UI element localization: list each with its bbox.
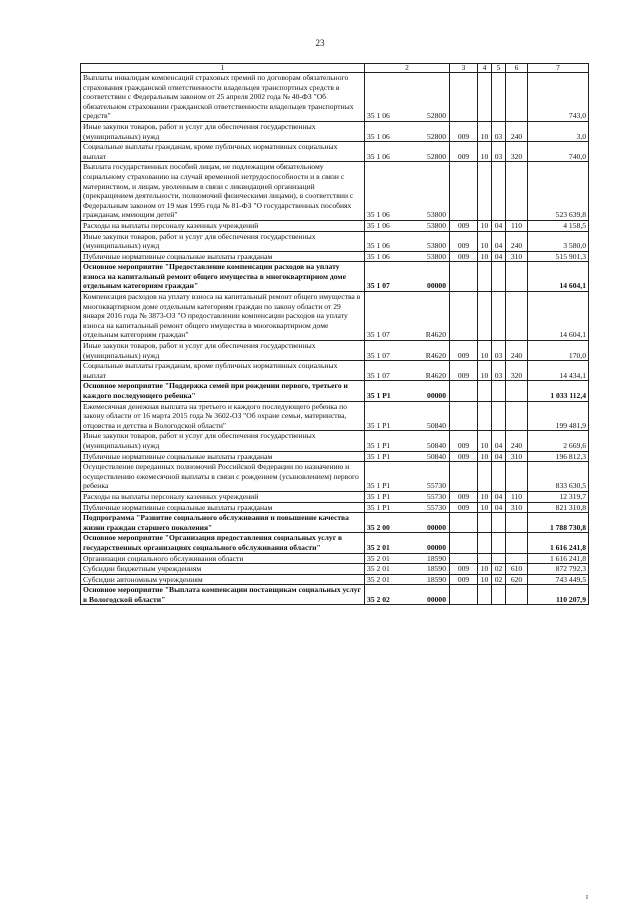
row-name: Публичные нормативные социальные выплаты гражданам bbox=[81, 502, 365, 513]
row-rz bbox=[478, 553, 492, 564]
row-amount: 740,0 bbox=[528, 142, 589, 162]
row-grbs bbox=[450, 462, 478, 492]
row-direction: 52800 bbox=[412, 121, 450, 141]
header-col-6: 6 bbox=[506, 64, 528, 73]
row-direction: 53800 bbox=[412, 220, 450, 231]
header-col-1: 1 bbox=[81, 64, 365, 73]
row-pr: 04 bbox=[492, 451, 506, 462]
row-code: 35 1 P1 bbox=[365, 491, 412, 502]
row-amount: 12 319,7 bbox=[528, 491, 589, 502]
row-amount: 1 788 730,8 bbox=[528, 513, 589, 533]
row-grbs: 009 bbox=[450, 231, 478, 251]
row-direction: 50840 bbox=[412, 401, 450, 431]
row-vr: 240 bbox=[506, 431, 528, 451]
row-pr: 04 bbox=[492, 231, 506, 251]
row-rz: 10 bbox=[478, 251, 492, 262]
row-name: Иные закупки товаров, работ и услуг для обеспечения государственных (муниципальных) нужд bbox=[81, 431, 365, 451]
row-vr bbox=[506, 292, 528, 341]
row-grbs: 009 bbox=[450, 574, 478, 585]
row-vr bbox=[506, 401, 528, 431]
row-grbs bbox=[450, 401, 478, 431]
row-pr bbox=[492, 292, 506, 341]
row-vr: 320 bbox=[506, 142, 528, 162]
row-vr: 310 bbox=[506, 451, 528, 462]
header-col-2: 2 bbox=[365, 64, 450, 73]
header-col-3: 3 bbox=[450, 64, 478, 73]
row-amount: 1 033 112,4 bbox=[528, 381, 589, 401]
table-row bbox=[81, 451, 589, 462]
row-rz: 10 bbox=[478, 491, 492, 502]
row-pr bbox=[492, 73, 506, 122]
row-vr bbox=[506, 262, 528, 292]
row-pr: 02 bbox=[492, 564, 506, 575]
row-amount: 170,0 bbox=[528, 341, 589, 361]
row-amount: 14 604,1 bbox=[528, 292, 589, 341]
row-rz: 10 bbox=[478, 361, 492, 381]
row-name: Расходы на выплаты персоналу казенных учреждений bbox=[81, 220, 365, 231]
row-rz bbox=[478, 292, 492, 341]
row-vr bbox=[506, 585, 528, 605]
row-vr: 110 bbox=[506, 220, 528, 231]
row-name: Подпрограмма "Развитие социального обслуживания и повышение качества жизни граждан старшего поколения" bbox=[81, 513, 365, 533]
row-amount: 3 580,0 bbox=[528, 231, 589, 251]
row-code: 35 1 07 bbox=[365, 292, 412, 341]
row-code: 35 1 P1 bbox=[365, 381, 412, 401]
row-grbs bbox=[450, 292, 478, 341]
row-amount: 2 669,6 bbox=[528, 431, 589, 451]
row-pr: 03 bbox=[492, 341, 506, 361]
row-vr: 240 bbox=[506, 121, 528, 141]
table-row bbox=[81, 341, 589, 361]
row-direction: 00000 bbox=[412, 262, 450, 292]
table-row bbox=[81, 491, 589, 502]
row-code: 35 1 07 bbox=[365, 341, 412, 361]
row-vr bbox=[506, 462, 528, 492]
row-vr: 310 bbox=[506, 251, 528, 262]
row-name: Иные закупки товаров, работ и услуг для обеспечения государственных (муниципальных) нужд bbox=[81, 231, 365, 251]
row-pr: 03 bbox=[492, 121, 506, 141]
row-amount: 3,0 bbox=[528, 121, 589, 141]
row-grbs: 009 bbox=[450, 502, 478, 513]
row-name: Выплата государственных пособий лицам, не подлежащим обязательному социальному страхованию на случай временной нетрудоспособности и в связи с материнством, и лицам, уволенным в связи с ликвидацией организаций (прекращением деятельности, полномочий физическими лицами), в соответствии с Федеральным законом от 19 мая 1995 года № 81-ФЗ "О государственных пособиях гражданам, имеющим детей" bbox=[81, 162, 365, 221]
row-code: 35 1 06 bbox=[365, 121, 412, 141]
row-code: 35 1 06 bbox=[365, 162, 412, 221]
row-name: Основное мероприятие "Организация предоставления социальных услуг в государственных организациях социального обслуживания области" bbox=[81, 533, 365, 553]
row-amount: 523 639,8 bbox=[528, 162, 589, 221]
row-rz bbox=[478, 513, 492, 533]
row-direction: 00000 bbox=[412, 381, 450, 401]
table-row bbox=[81, 121, 589, 141]
row-rz bbox=[478, 462, 492, 492]
table-row bbox=[81, 564, 589, 575]
row-vr: 620 bbox=[506, 574, 528, 585]
row-pr: 04 bbox=[492, 491, 506, 502]
row-direction: 18590 bbox=[412, 553, 450, 564]
row-grbs bbox=[450, 162, 478, 221]
row-name: Субсидии автономным учреждениям bbox=[81, 574, 365, 585]
row-rz: 10 bbox=[478, 502, 492, 513]
row-pr bbox=[492, 462, 506, 492]
row-code: 35 1 P1 bbox=[365, 451, 412, 462]
table-row bbox=[81, 462, 589, 492]
row-code: 35 1 P1 bbox=[365, 462, 412, 492]
row-direction: 50840 bbox=[412, 431, 450, 451]
row-direction: 18590 bbox=[412, 564, 450, 575]
row-rz bbox=[478, 533, 492, 553]
row-grbs: 009 bbox=[450, 451, 478, 462]
row-grbs: 009 bbox=[450, 251, 478, 262]
row-code: 35 1 06 bbox=[365, 73, 412, 122]
row-direction: 50840 bbox=[412, 451, 450, 462]
row-amount: 1 616 241,8 bbox=[528, 553, 589, 564]
row-pr: 03 bbox=[492, 361, 506, 381]
row-grbs: 009 bbox=[450, 361, 478, 381]
row-code: 35 2 01 bbox=[365, 574, 412, 585]
row-pr bbox=[492, 381, 506, 401]
row-rz: 10 bbox=[478, 564, 492, 575]
row-amount: 110 207,9 bbox=[528, 585, 589, 605]
row-name: Расходы на выплаты персоналу казенных учреждений bbox=[81, 491, 365, 502]
row-pr: 04 bbox=[492, 220, 506, 231]
header-row bbox=[81, 64, 589, 73]
row-rz: 10 bbox=[478, 220, 492, 231]
table-row bbox=[81, 401, 589, 431]
row-code: 35 2 02 bbox=[365, 585, 412, 605]
row-rz: 10 bbox=[478, 574, 492, 585]
row-direction: 00000 bbox=[412, 585, 450, 605]
row-amount: 743 449,5 bbox=[528, 574, 589, 585]
row-rz: 10 bbox=[478, 121, 492, 141]
row-code: 35 2 01 bbox=[365, 564, 412, 575]
row-amount: 1 616 241,8 bbox=[528, 533, 589, 553]
table-row bbox=[81, 262, 589, 292]
row-grbs: 009 bbox=[450, 431, 478, 451]
row-vr: 320 bbox=[506, 361, 528, 381]
row-pr: 04 bbox=[492, 431, 506, 451]
table-row bbox=[81, 162, 589, 221]
row-name: Осуществление переданных полномочий Российской Федерации по назначению и осуществлению ежемесячной выплаты в связи с рождением (усыновлением) первого ребенка bbox=[81, 462, 365, 492]
row-amount: 821 310,8 bbox=[528, 502, 589, 513]
row-name: Выплаты инвалидам компенсаций страховых премий по договорам обязательного страхования гражданской ответственности владельцев транспортных средств в соответствии с Федеральным законом от 25 апреля 2002 года № 40-ФЗ "Об обязательном страховании гражданской ответственности владельцев транспортных средств" bbox=[81, 73, 365, 122]
row-pr bbox=[492, 585, 506, 605]
row-amount: 4 158,5 bbox=[528, 220, 589, 231]
row-name: Публичные нормативные социальные выплаты гражданам bbox=[81, 251, 365, 262]
row-rz: 10 bbox=[478, 231, 492, 251]
row-direction: 53800 bbox=[412, 162, 450, 221]
row-code: 35 2 01 bbox=[365, 553, 412, 564]
row-grbs bbox=[450, 513, 478, 533]
row-rz bbox=[478, 381, 492, 401]
row-rz: 10 bbox=[478, 341, 492, 361]
table-row bbox=[81, 220, 589, 231]
row-code: 35 2 00 bbox=[365, 513, 412, 533]
row-name: Социальные выплаты гражданам, кроме публичных нормативных социальных выплат bbox=[81, 361, 365, 381]
row-pr bbox=[492, 262, 506, 292]
page-number: 23 bbox=[315, 38, 325, 48]
table-row bbox=[81, 513, 589, 533]
table-row bbox=[81, 381, 589, 401]
row-grbs bbox=[450, 533, 478, 553]
row-code: 35 1 06 bbox=[365, 251, 412, 262]
row-name: Ежемесячная денежная выплата на третьего и каждого последующего ребенка по закону области от 16 марта 2015 года № 3602-ОЗ "Об охране семьи, материнства, отцовства и детства в Вологодской области" bbox=[81, 401, 365, 431]
row-pr: 04 bbox=[492, 251, 506, 262]
row-amount: 14 434,1 bbox=[528, 361, 589, 381]
row-pr: 02 bbox=[492, 574, 506, 585]
row-name: Основное мероприятие "Поддержка семей при рождении первого, третьего и каждого последующего ребенка" bbox=[81, 381, 365, 401]
row-name: Социальные выплаты гражданам, кроме публичных нормативных социальных выплат bbox=[81, 142, 365, 162]
row-grbs bbox=[450, 262, 478, 292]
row-vr bbox=[506, 381, 528, 401]
row-grbs: 009 bbox=[450, 220, 478, 231]
row-pr: 03 bbox=[492, 142, 506, 162]
row-code: 35 1 06 bbox=[365, 220, 412, 231]
row-direction: 52800 bbox=[412, 73, 450, 122]
row-name: Организации социального обслуживания области bbox=[81, 553, 365, 564]
row-code: 35 1 P1 bbox=[365, 502, 412, 513]
row-code: 35 1 P1 bbox=[365, 401, 412, 431]
row-vr bbox=[506, 73, 528, 122]
row-vr bbox=[506, 533, 528, 553]
row-code: 35 1 P1 bbox=[365, 431, 412, 451]
row-amount: 515 901,3 bbox=[528, 251, 589, 262]
row-pr bbox=[492, 162, 506, 221]
row-direction: 55730 bbox=[412, 502, 450, 513]
row-pr bbox=[492, 513, 506, 533]
row-grbs: 009 bbox=[450, 491, 478, 502]
row-amount: 872 792,3 bbox=[528, 564, 589, 575]
row-rz bbox=[478, 585, 492, 605]
row-direction: 18590 bbox=[412, 574, 450, 585]
row-direction: 53800 bbox=[412, 231, 450, 251]
row-code: 35 1 07 bbox=[365, 361, 412, 381]
row-direction: 55730 bbox=[412, 491, 450, 502]
row-name: Субсидии бюджетным учреждениям bbox=[81, 564, 365, 575]
row-amount: 14 604,1 bbox=[528, 262, 589, 292]
table-row bbox=[81, 431, 589, 451]
row-name: Основное мероприятие "Предоставление компенсации расходов на уплату взноса на капитальный ремонт общего имущества в многоквартирном доме отдельным категориям граждан" bbox=[81, 262, 365, 292]
row-grbs: 009 bbox=[450, 142, 478, 162]
row-rz: 10 bbox=[478, 142, 492, 162]
table-row bbox=[81, 251, 589, 262]
row-direction: R4620 bbox=[412, 361, 450, 381]
table-row bbox=[81, 502, 589, 513]
budget-table bbox=[80, 63, 589, 605]
row-amount: 196 812,3 bbox=[528, 451, 589, 462]
row-rz bbox=[478, 73, 492, 122]
row-pr bbox=[492, 401, 506, 431]
row-rz bbox=[478, 262, 492, 292]
row-vr bbox=[506, 162, 528, 221]
row-amount: 743,0 bbox=[528, 73, 589, 122]
row-vr: 310 bbox=[506, 502, 528, 513]
table-row bbox=[81, 142, 589, 162]
row-pr bbox=[492, 533, 506, 553]
row-grbs: 009 bbox=[450, 564, 478, 575]
row-direction: R4620 bbox=[412, 292, 450, 341]
row-direction: 00000 bbox=[412, 513, 450, 533]
row-amount: 199 481,9 bbox=[528, 401, 589, 431]
row-rz: 10 bbox=[478, 431, 492, 451]
row-vr: 110 bbox=[506, 491, 528, 502]
row-amount: 833 630,5 bbox=[528, 462, 589, 492]
row-grbs: 009 bbox=[450, 341, 478, 361]
table-row bbox=[81, 73, 589, 122]
table-row bbox=[81, 292, 589, 341]
header-col-7: 7 bbox=[528, 64, 589, 73]
row-vr bbox=[506, 513, 528, 533]
row-code: 35 2 01 bbox=[365, 533, 412, 553]
row-direction: 55730 bbox=[412, 462, 450, 492]
row-code: 35 1 07 bbox=[365, 262, 412, 292]
row-rz: 10 bbox=[478, 451, 492, 462]
row-name: Компенсация расходов на уплату взноса на капитальный ремонт общего имущества в многоквартирном доме отдельным категориям граждан по закону области от 29 января 2016 года № 3873-ОЗ "О предоставлении компенсации расходов на уплату взноса на капитальный ремонт общего имущества в многоквартирном доме отдельным категориям граждан" bbox=[81, 292, 365, 341]
row-vr: 240 bbox=[506, 231, 528, 251]
table-row bbox=[81, 231, 589, 251]
row-grbs: 009 bbox=[450, 121, 478, 141]
row-grbs bbox=[450, 381, 478, 401]
corner-mark: I bbox=[586, 895, 588, 901]
row-name: Иные закупки товаров, работ и услуг для обеспечения государственных (муниципальных) нужд bbox=[81, 121, 365, 141]
row-name: Иные закупки товаров, работ и услуг для обеспечения государственных (муниципальных) нужд bbox=[81, 341, 365, 361]
row-direction: R4620 bbox=[412, 341, 450, 361]
row-pr: 04 bbox=[492, 502, 506, 513]
row-direction: 53800 bbox=[412, 251, 450, 262]
row-code: 35 1 06 bbox=[365, 231, 412, 251]
header-col-4: 4 bbox=[478, 64, 492, 73]
row-rz bbox=[478, 401, 492, 431]
row-name: Публичные нормативные социальные выплаты гражданам bbox=[81, 451, 365, 462]
row-direction: 52800 bbox=[412, 142, 450, 162]
header-col-5: 5 bbox=[492, 64, 506, 73]
row-rz bbox=[478, 162, 492, 221]
row-vr: 610 bbox=[506, 564, 528, 575]
table-row bbox=[81, 574, 589, 585]
table-row bbox=[81, 533, 589, 553]
table-row bbox=[81, 361, 589, 381]
row-grbs bbox=[450, 585, 478, 605]
row-vr bbox=[506, 553, 528, 564]
row-code: 35 1 06 bbox=[365, 142, 412, 162]
row-pr bbox=[492, 553, 506, 564]
row-name: Основное мероприятие "Выплата компенсации поставщикам социальных услуг в Вологодской области" bbox=[81, 585, 365, 605]
row-vr: 240 bbox=[506, 341, 528, 361]
table-row bbox=[81, 553, 589, 564]
table-row bbox=[81, 585, 589, 605]
row-direction: 00000 bbox=[412, 533, 450, 553]
row-grbs bbox=[450, 553, 478, 564]
row-grbs bbox=[450, 73, 478, 122]
